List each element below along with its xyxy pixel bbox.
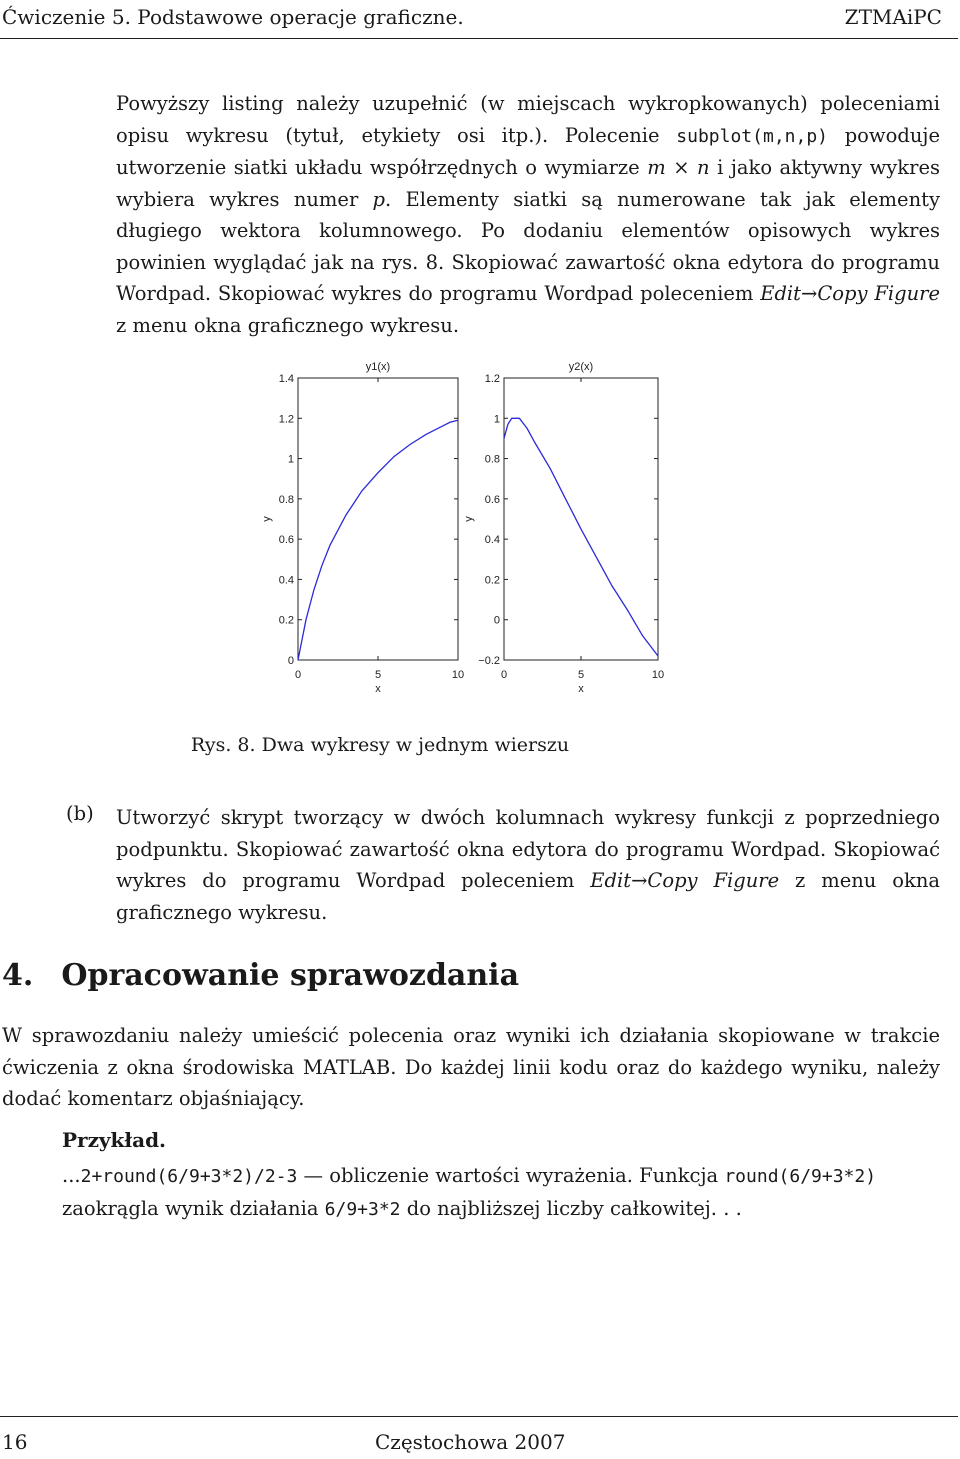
section-title: Opracowanie sprawozdania: [61, 958, 520, 993]
y-axis-label: y: [463, 516, 475, 522]
y-tick-label: 0.8: [278, 493, 294, 506]
intro-text-5: z menu okna graficznego wykresu.: [116, 313, 460, 337]
math-n: n: [697, 156, 710, 179]
intro-text-2: powoduje utworzenie siatki układu współrzędnych o wymiarze: [116, 123, 940, 179]
y-tick-label: 1: [287, 453, 294, 466]
example-text-3: do najbliższej liczby całkowitej. . .: [400, 1196, 742, 1220]
header-course-code: ZTMAiPC: [844, 5, 942, 29]
y-tick-label: 1.2: [278, 413, 294, 426]
y-tick-label: 0.2: [484, 574, 500, 587]
chart-title: y2(x): [568, 361, 594, 373]
intro-text-3: i jako aktywny wykres wybiera wykres numer: [116, 156, 940, 211]
figure-caption: Rys. 8. Dwa wykresy w jednym wierszu: [190, 734, 570, 756]
x-tick-label: 10: [451, 669, 465, 681]
page-number: 16: [2, 1430, 28, 1454]
intro-text-4: . Elementy siatki są numerowane tak jak elementy długiego wektora kolumnowego. Po dodaniu elementów opisowych wykres powinien wyglądać jak na rys. 8. Skopiować zawartość okna edytora do programu Wordpad. Skopiować wykres do programu Wordpad poleceniem: [116, 187, 940, 305]
y-tick-label: 0.8: [484, 453, 500, 466]
series-line: [298, 420, 458, 660]
section-heading: [2, 958, 519, 993]
plot-frame: [504, 378, 658, 660]
menu-path: Edit→Copy Figure: [760, 282, 940, 305]
example-title: Przykład.: [62, 1128, 167, 1152]
x-tick-label: 0: [500, 669, 508, 681]
series-line: [504, 418, 658, 656]
section-body: W sprawozdaniu należy umieścić polecenia oraz wyniki ich działania skopiowane w trakcie ćwiczenia z okna środowiska MATLAB. Do każdej linii kodu oraz do każdego wyniku, należy dodać komentarz objaśniający.: [2, 1024, 940, 1110]
enum-b-text-1: Utworzyć skrypt tworzący w dwóch kolumnach wykresy funkcji z poprzedniego podpunktu. Skopiować zawartość okna edytora do programu Wordpad. Skopiować wykres do programu Wordpad poleceniem: [116, 806, 940, 892]
footer-place-date: Częstochowa 2007: [375, 1430, 566, 1454]
math-times: ×: [665, 156, 698, 179]
menu-path: Edit→Copy Figure: [590, 869, 780, 892]
y-tick-label: 0.6: [484, 493, 500, 506]
chart-title: y1(x): [365, 361, 391, 373]
plot-frame: [298, 378, 458, 660]
example-text-2: zaokrągla wynik działania: [62, 1196, 325, 1220]
example-text-1: — obliczenie wartości wyrażenia. Funkcja: [297, 1164, 725, 1187]
y-tick-label: 0.6: [278, 534, 294, 547]
footer-rule: [0, 1416, 958, 1417]
subplot-y1: [261, 361, 464, 695]
example-lead: ...: [62, 1164, 81, 1187]
intro-text-1: Powyższy listing należy uzupełnić (w miejscach wykropkowanych) poleceniami opisu wykresu (tytuł, etykiety osi itp.). Polecenie: [116, 92, 940, 147]
x-axis-label: x: [578, 683, 584, 695]
section-number: 4.: [2, 958, 34, 993]
example-code-2: round(6/9+3*2): [724, 1166, 877, 1187]
enum-label-b: (b): [66, 802, 94, 825]
y-tick-label: 0: [287, 655, 294, 667]
math-p: p: [372, 187, 386, 211]
x-axis-label: x: [375, 683, 381, 695]
y-axis-label: y: [261, 516, 273, 522]
y-tick-label: 0.4: [484, 534, 500, 547]
y-tick-label: 1.2: [484, 373, 500, 385]
x-tick-label: 5: [577, 669, 585, 681]
y-tick-label: −0.2: [478, 655, 500, 667]
x-tick-label: 0: [294, 669, 302, 681]
example-code-3: 6/9+3*2: [324, 1198, 401, 1220]
example-body: [62, 1160, 960, 1225]
y-tick-label: 0.4: [278, 574, 294, 587]
y-tick-label: 1.4: [278, 373, 294, 385]
enum-b-text-2: z menu okna graficznego wykresu.: [116, 869, 940, 924]
y-tick-label: 0: [493, 614, 500, 627]
y-tick-label: 0.2: [278, 614, 294, 627]
code-subplot: subplot(m,n,p): [676, 125, 828, 147]
y-tick-label: 1: [493, 413, 500, 426]
example-code-1: 2+round(6/9+3*2)/2-3: [80, 1166, 298, 1187]
header-chapter-title: Ćwiczenie 5. Podstawowe operacje graficzne.: [2, 5, 464, 29]
math-m: m: [647, 156, 666, 179]
x-tick-label: 5: [374, 669, 382, 681]
enum-item-b: [116, 802, 940, 928]
x-tick-label: 10: [651, 669, 665, 681]
subplot-y2: [463, 361, 664, 695]
